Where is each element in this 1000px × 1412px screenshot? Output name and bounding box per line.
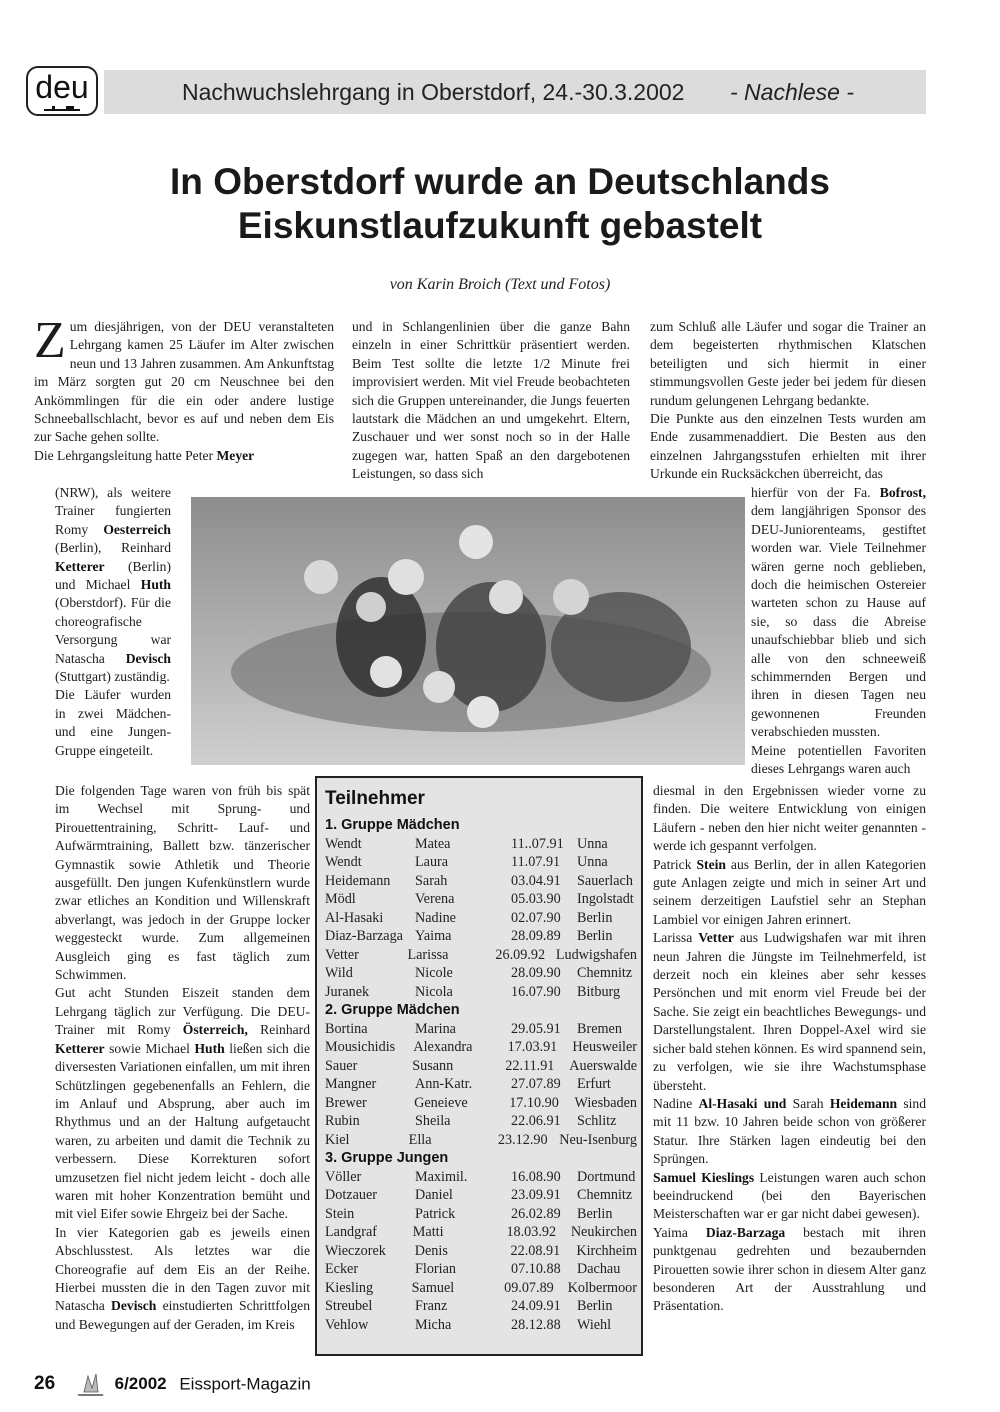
participant-row [325,964,637,983]
participants-list [325,816,637,1334]
city: Chemnitz [577,965,633,981]
text: (Berlin), Reinhard [55,540,171,556]
bold-name: Heidemann [829,1095,898,1111]
paragraph [751,484,926,742]
city: Berlin [577,1298,613,1314]
city: Auerswalde [569,1057,637,1074]
text: Patrick [653,856,697,872]
text: In vier Kategorien gab es jeweils einen Abschlusstest. Als letztes war die Choreografie auf dem Eis an der Reihe. Hierbei mussten die in den Tagen zuvor mit Natascha [55,1224,310,1314]
city: Neukirchen [570,1224,637,1240]
birth-date: 16.07.90 [511,983,561,1000]
birth-date: 24.09.91 [511,1298,561,1314]
participant-row [325,909,637,928]
last-name: Vetter [325,946,359,963]
headline-line-1: In Oberstdorf wurde an Deutschlands [170,161,830,202]
bold-name: Al-Hasaki und [698,1095,787,1111]
last-name: Wendt [325,835,362,852]
first-name: Alexandra [413,1039,473,1055]
column-2-top [352,318,630,484]
page-number: 26 [34,1373,56,1395]
text: Nadine [653,1095,699,1111]
group-photo [191,497,745,765]
city: Schlitz [577,1113,617,1129]
first-name: Patrick [415,1205,456,1222]
birth-date: 28.09.89 [511,928,561,944]
city: Heusweiler [572,1039,638,1055]
birth-date: 22.11.91 [505,1057,555,1074]
bold-name: Bofrost, [879,485,926,500]
first-name: Yaima [415,928,452,944]
paragraph [34,312,334,447]
participant-row [325,1279,637,1298]
participant-row [325,927,637,946]
photo-placeholder [191,497,745,765]
text: einstudierten Schrittfolgen und Bewegungen auf der Geraden, im Kreis [55,1298,310,1332]
participant-row [325,1223,637,1242]
bold-name: Samuel Kieslings [653,1169,755,1185]
birth-date: 16.08.90 [511,1168,561,1185]
last-name: Rubin [325,1113,360,1129]
last-name: Bortina [325,1020,368,1037]
first-name: Nicole [415,965,453,981]
text: ließen sich die diversesten Variationen einfallen, um mit ihren Schützlingen gegebenenfalls an Fehlern, die im Anlauf und Absprung, aber auch im Rhythmus und an der Haltung aufgetaucht waren, zu arbeiten und damit die Technik zu verbessern. Diese Korrekturen sofort umzusetzen fiel nicht jedem leicht - doch alle waren mit hoher Konzentration bemüht und mit viel Eifer sowie Ehrgeiz bei der Sache. [55,1040,311,1222]
bold-name: Ketterer [55,558,105,574]
city: Berlin [577,928,613,944]
bold-name: Oesterreich [103,521,171,537]
city: Neu-Isenburg [559,1131,637,1148]
paragraph [653,1224,926,1316]
first-name: Larissa [407,946,449,963]
bold-name: Diaz-Barzaga [705,1224,786,1240]
birth-date: 28.09.90 [511,965,561,981]
skate-blade-icon [44,106,80,112]
paragraph: Die folgenden Tage waren von früh bis spät im Wechsel mit Sprung- und Pirouettentraining, Schritt- Lauf- und Aufwärmtraining, Ballett bzw. tänzerischer Gymnastik sowie Athletik und Theorie ausgefüllt. Den jungen Kufenkünstlern wurde zwar etliches an Kondition und Willenskraft abverlangt, was jedoch in der Gruppe locker weggesteckt wurde. Zum allgemeinen Ausgleich ging es fast täglich zum Schwimmen. [55,783,310,983]
bold-name: Devisch [111,1298,157,1314]
city: Ingolstadt [577,891,634,907]
text: (Berlin) und Michael [55,558,171,593]
city: Berlin [577,1205,613,1222]
text: Die Lehrgangsleitung hatte Peter [34,447,217,463]
bold-name: Ketterer [55,1040,105,1056]
birth-date: 09.07.89 [504,1279,554,1296]
text: dem langjährigen Sponsor des DEU-Juniorenteams, gestiftet worden war. Viele Teilnehmer wären gerne noch geblieben, doch die heimischen Ostereier warteten schon zu Hause auf sie, so dass die Abreise unaufschiebbar blieb und sich alle von den schneeweiß schimmernden Bergen und ihren in diesen Tagen neu gewonnenen Freunden verabschieden mussten. [751,503,926,740]
column-1-top [34,312,334,465]
birth-date: 11.07.91 [511,854,561,870]
first-name: Samuel [411,1279,455,1296]
paragraph: diesmal in den Ergebnissen wieder vorne zu finden. Die weitere Entwicklung von einigen Läufern - neben den hier nicht weiter genannten - werde ich gespannt verfolgen. [653,783,926,854]
birth-date: 23.12.90 [497,1131,548,1148]
column-1-lower [55,782,310,1334]
byline: von Karin Broich (Text und Fotos) [389,276,611,293]
first-name: Susann [412,1057,454,1074]
birth-date: 03.04.91 [511,872,561,889]
first-name: Micha [415,1316,452,1333]
participants-title: Teilnehmer [325,788,425,809]
city: Dachau [577,1261,621,1277]
last-name: Wieczorek [325,1242,386,1259]
paragraph: zum Schluß alle Läufer und sogar die Trainer an dem begeisterten rhythmischen Klatschen beteiligten und sich hiermit in einer stimmungsvollen Geste jeder bei jedem für diesen rundum gelungenen Lehrgang bedankte. [650,319,926,408]
birth-date: 18.03.92 [506,1224,557,1240]
first-name: Matea [415,835,451,852]
participant-row [325,946,637,965]
paragraph [55,1224,310,1334]
first-name: Geneieve [414,1094,468,1111]
city: Ludwigshafen [555,946,637,963]
birth-date: 05.03.90 [511,891,561,907]
text: Gut acht Stunden Eiszeit standen dem Lehrgang täglich zur Verfügung. Die DEU-Trainer mit Romy [55,985,310,1038]
last-name: Mangner [325,1076,377,1092]
skate-logo-icon [74,1372,106,1398]
bold-name: Österreich, [182,1022,248,1038]
city: Berlin [577,909,613,926]
participant-row [325,1075,637,1094]
paragraph [55,484,171,686]
last-name: Al-Hasaki [325,909,384,926]
first-name: Matti [412,1224,444,1240]
last-name: Kiel [325,1131,350,1148]
last-name: Sauer [325,1057,358,1074]
city: Dortmund [577,1168,636,1185]
participant-row [325,1131,637,1150]
paragraph: Meine potentiellen Favoriten dieses Lehrgangs waren auch [751,742,926,777]
first-name: Marina [415,1020,456,1037]
participant-row [325,872,637,891]
participants-box [315,776,643,1356]
bold-name: Vetter [698,930,734,946]
column-1-narrow [55,484,171,760]
first-name: Sheila [415,1113,451,1129]
text: hierfür von der Fa. [751,485,880,500]
bold-name: Stein [696,856,726,872]
last-name: Ecker [325,1261,359,1277]
paragraph-text: um diesjährigen, von der DEU veranstalteten Lehrgang kamen 25 Läufer im Alter zwischen neun und 13 Jahren zusammen. Am Ankunftstag im März sorgten gut 20 cm Neuschnee bei den Ankömmlingen für die ein oder andere lustige Schneeballschlacht, bevor es auf und neben dem Eis zur Sache gehen sollte. [34,319,334,445]
paragraph [34,447,334,465]
participant-row [325,1020,637,1039]
participant-row [325,1260,637,1279]
group-heading: 3. Gruppe Jungen [325,1150,449,1166]
first-name: Denis [414,1242,448,1259]
city: Kolbermoor [567,1279,637,1296]
participant-row [325,1242,637,1261]
bold-name: Meyer [216,447,255,463]
paragraph [653,929,926,1095]
header-suffix: - Nachlese - [730,79,854,105]
bold-name: Devisch [125,650,171,666]
birth-date: 28.12.88 [511,1316,561,1333]
first-name: Ann-Katr. [415,1076,473,1092]
text: bestach mit ihren punktgenau gedrehten und bezaubernden Pirouetten sowie ihrer schon in diesem Alter ganz besonderen Art der Ausstrahlung und Präsentation. [653,1224,927,1314]
headline-line-2: Eiskunstlaufzukunft gebastelt [237,205,763,246]
text: aus Berlin, der in allen Kategorien gute Anlagen zeigte und mich in seiner Art und seinem derzeitigen Laufstiel sehr an Stephan Lambiel vor einigen Jahren erinnert. [653,856,927,927]
participant-row [325,1038,637,1057]
text: (Oberstdorf). Für die choreografische Versorgung war Natascha [55,595,171,666]
text: aus Ludwigshafen war mit ihren neun Jahren die Jüngste im Teilnehmerfeld, ist derzeit noch ein kleines aber sehr kesses Persönchen und mit enorm viel Freude bei der Sache. Sie zeigt ein beachtliches Bewegungs- und Darstellungstalent. Ihren Doppel-Axel wird sie sicher bald stehen können. Es wird spannend sein, zu verfolgen, wie sie ihre Wachstumsphase übersteht. [653,930,926,1093]
birth-date: 23.09.91 [511,1187,561,1203]
header-band [104,70,926,114]
paragraph [653,1169,926,1224]
column-3-top [650,318,926,484]
paragraph: Die Punkte aus den einzelnen Tests wurden am Ende zusammenaddiert. Die Besten aus den einzelnen Jahrgangsstufen erhielten mit ihrer Urkunde ein Rucksäckchen überreicht, das [650,411,926,482]
last-name: Dotzauer [325,1187,377,1203]
text: Yaima [653,1224,706,1240]
first-name: Laura [415,854,449,870]
last-name: Wendt [325,854,362,870]
first-name: Florian [415,1261,456,1277]
first-name: Verena [415,891,455,907]
text: Sarah [786,1095,830,1111]
last-name: Wild [325,965,353,981]
last-name: Juranek [325,983,370,1000]
birth-date: 02.07.90 [511,909,561,926]
last-name: Mousichidis [325,1039,396,1055]
city: Erfurt [577,1076,611,1092]
last-name: Brewer [325,1094,367,1111]
city: Sauerlach [577,872,633,889]
last-name: Mödl [325,891,356,907]
participant-row [325,1205,637,1224]
participant-row [325,1316,637,1335]
city: Wiehl [577,1316,612,1333]
participant-row [325,1186,637,1205]
first-name: Maximil. [415,1168,468,1185]
participant-row [325,835,637,854]
first-name: Sarah [415,872,448,889]
first-name: Ella [408,1131,432,1148]
first-name: Daniel [415,1187,453,1203]
text: Reinhard [247,1022,310,1038]
birth-date: 26.09.92 [495,946,546,963]
participant-row [325,1168,637,1187]
last-name: Diaz-Barzaga [325,928,403,944]
last-name: Landgraf [325,1224,377,1240]
logo-text: deu [35,69,89,105]
birth-date: 07.10.88 [511,1261,561,1277]
headline [0,160,1000,248]
first-name: Nicola [415,983,453,1000]
city: Chemnitz [577,1187,633,1203]
participant-row [325,1094,637,1113]
last-name: Streubel [325,1298,373,1314]
last-name: Kiesling [325,1279,374,1296]
column-3-narrow [751,484,926,779]
birth-date: 17.03.91 [507,1039,558,1055]
birth-date: 29.05.91 [511,1020,561,1037]
last-name: Heidemann [325,872,391,889]
participant-row [325,1112,637,1131]
last-name: Völler [325,1168,362,1185]
magazine-name: Eissport-Magazin [179,1374,311,1394]
paragraph [653,856,926,930]
birth-date: 22.06.91 [511,1113,561,1129]
city: Unna [577,854,608,870]
first-name: Nadine [415,909,456,926]
text: (NRW), als weitere Trainer fungierten Romy [55,485,171,537]
first-name: Franz [415,1298,448,1314]
participant-row [325,853,637,872]
group-heading: 2. Gruppe Mädchen [325,1002,460,1018]
bold-name: Huth [140,577,171,593]
city: Bremen [577,1020,622,1037]
participant-row [325,1057,637,1076]
city: Bitburg [577,983,621,1000]
column-3-lower [653,782,926,1316]
paragraph [653,1095,926,1169]
city: Kirchheim [576,1242,638,1259]
text: (Stuttgart) zuständig. [55,669,170,685]
birth-date: 11..07.91 [511,835,564,852]
city: Unna [577,835,608,852]
drop-cap: Z [34,312,66,369]
city: Wiesbaden [574,1094,638,1111]
birth-date: 22.08.91 [510,1242,561,1259]
text: Larissa [653,930,699,946]
deu-logo [26,66,98,116]
text: sind mit 11 bzw. 10 Jahren beide schon von größerer Statur. Ihre Stärken lagen eindeutig bei den Sprüngen. [653,1095,926,1167]
paragraph: und in Schlangenlinien über die ganze Bahn einzeln in einer Schrittkür präsentiert werden. Beim Test sollte die letzte 1/2 Minute frei improvisiert werden. Mit viel Freude beobachteten sich die Gruppen untereinander, die Jungs feuerten lautstark die Mädchen an und umgekehrt. Eltern, Zuschauer und wer sonst noch so in der Halle zugegen war, hatten Spaß an den dargebotenen Leistungen, so dass sich [352,319,630,482]
participant-row [325,1297,637,1316]
header-title: Nachwuchslehrgang in Oberstdorf, 24.-30.3.2002 [182,79,685,105]
birth-date: 27.07.89 [511,1076,561,1092]
text: Leistungen waren auch schon beeindruckend (bei den Bayerischen Meisterschaften war er gar nicht dabei gewesen). [653,1169,926,1222]
footer [34,1372,311,1398]
last-name: Stein [325,1205,355,1222]
issue-number: 6/2002 [114,1374,167,1394]
participant-row [325,890,637,909]
last-name: Vehlow [325,1316,369,1333]
group-heading: 1. Gruppe Mädchen [325,817,460,833]
paragraph: Die Läufer wurden in zwei Mädchen- und eine Jungen-Gruppe eingeteilt. [55,687,171,758]
participant-row [325,983,637,1002]
paragraph [55,984,310,1223]
text: sowie Michael [104,1040,195,1056]
birth-date: 26.02.89 [511,1205,561,1222]
bold-name: Huth [194,1040,225,1056]
birth-date: 17.10.90 [509,1094,559,1111]
